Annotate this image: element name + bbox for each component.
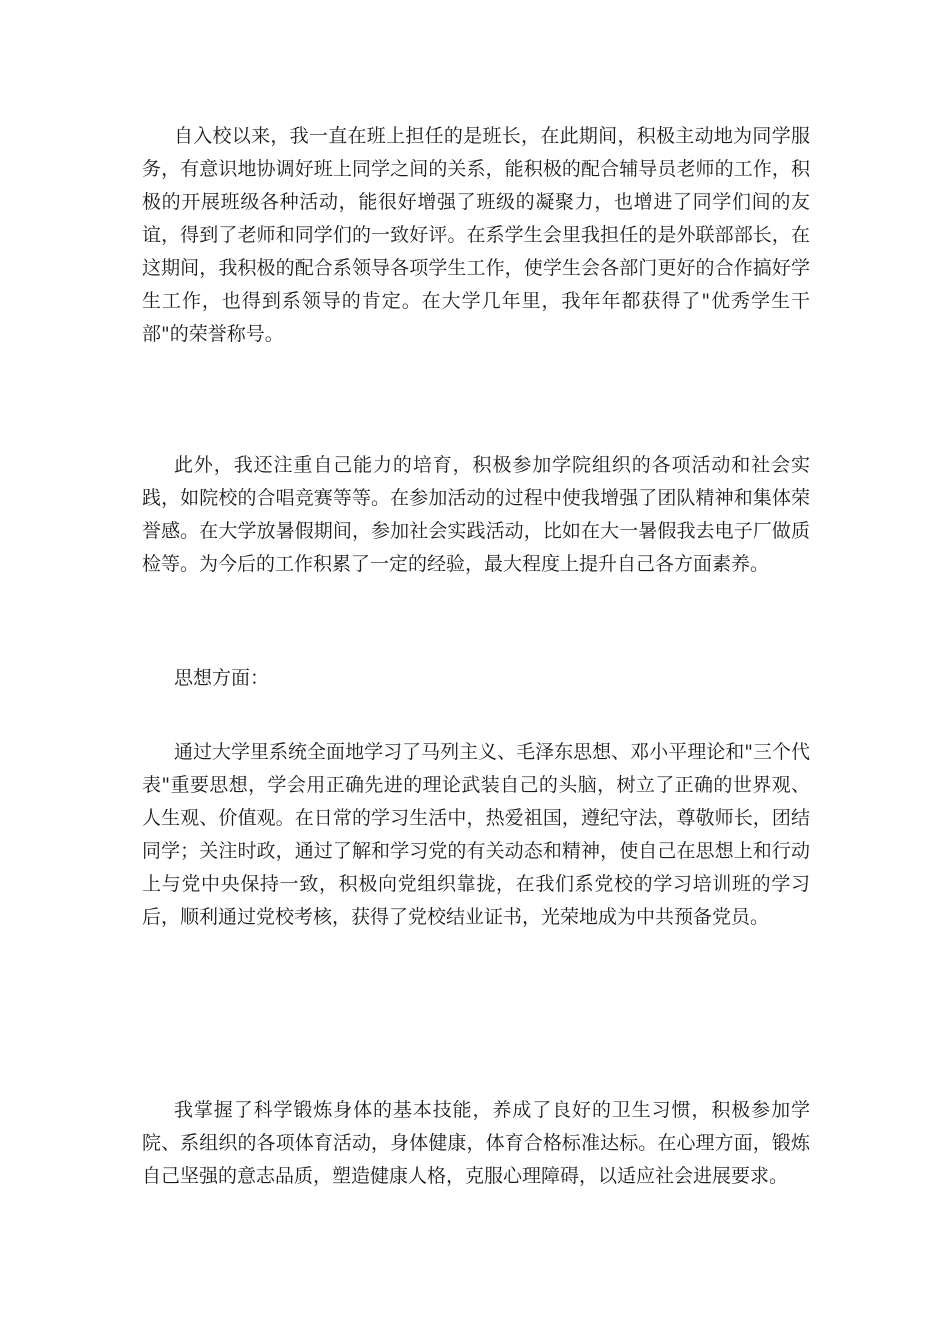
paragraph-health: 我掌握了科学锻炼身体的基本技能，养成了良好的卫生习惯，积极参加学院、系组织的各项体育活动，身体健康，体育合格标准达标。在心理方面，锻炼自己坚强的意志品质，塑造健康人格，克服心理障碍，以适应社会进展要求。 <box>142 1099 810 1187</box>
paragraph-class-monitor: 自入校以来，我一直在班上担任的是班长，在此期间，积极主动地为同学服务，有意识地协调好班上同学之间的关系，能积极的配合辅导员老师的工作，积极的开展班级各种活动，能很好增强了班级的凝聚力，也增进了同学们间的友谊，得到了老师和同学们的一致好评。在系学生会里我担任的是外联部部长，在这期间，我积极的配合系领导各项学生工作，使学生会各部门更好的合作搞好学生工作，也得到系领导的肯定。在大学几年里，我年年都获得了"优秀学生干部"的荣誉称号。 <box>142 125 810 345</box>
paragraph-ideology: 通过大学里系统全面地学习了马列主义、毛泽东思想、邓小平理论和"三个代表"重要思想，学会用正确先进的理论武装自己的头脑，树立了正确的世界观、人生观、价值观。在日常的学习生活中，热爱祖国，遵纪守法，尊敬师长，团结同学；关注时政，通过了解和学习党的有关动态和精神，使自己在思想上和行动上与党中央保持一致，积极向党组织靠拢，在我们系党校的学习培训班的学习后，顺利通过党校考核，获得了党校结业证书，光荣地成为中共预备党员。 <box>142 741 810 928</box>
section-heading-ideology: 思想方面： <box>174 667 270 689</box>
paragraph-abilities: 此外，我还注重自己能力的培育，积极参加学院组织的各项活动和社会实践，如院校的合唱竞赛等等。在参加活动的过程中使我增强了团队精神和集体荣誉感。在大学放暑假期间，参加社会实践活动，比如在大一暑假我去电子厂做质检等。为今后的工作积累了一定的经验，最大程度上提升自己各方面素养。 <box>142 454 810 575</box>
